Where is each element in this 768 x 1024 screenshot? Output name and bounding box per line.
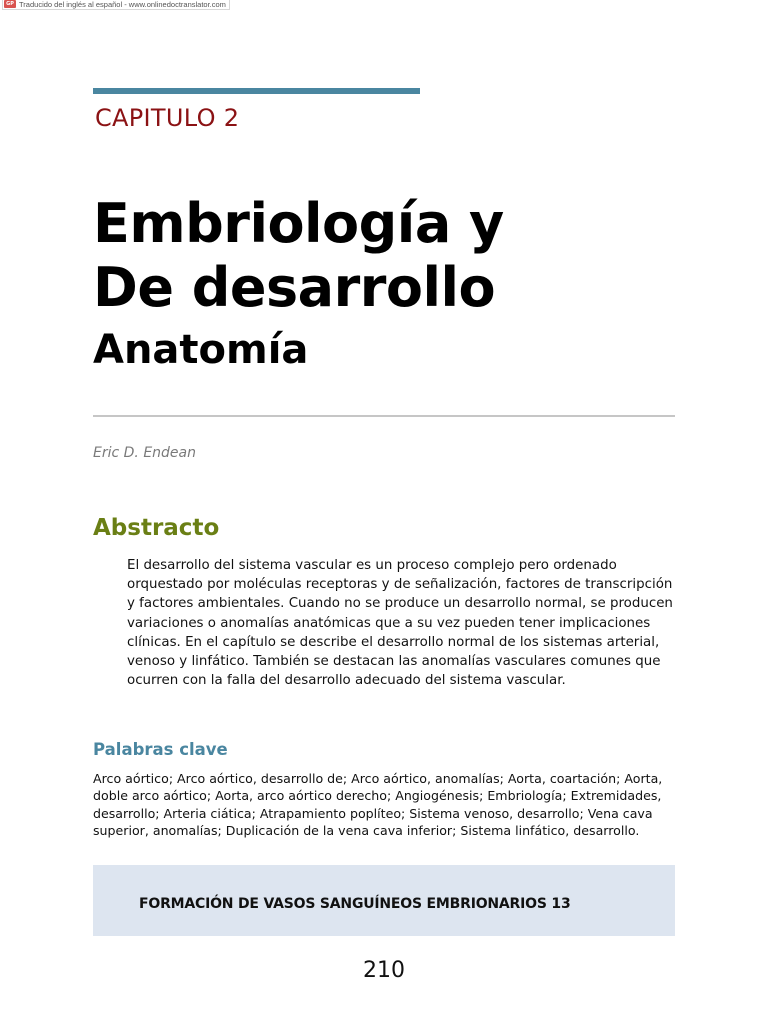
page-number: 210: [363, 958, 405, 983]
abstract-text: El desarrollo del sistema vascular es un proceso complejo pero ordenado orquestado por moléculas receptoras y de señalización, factores de transcripción y factores ambientales. Cuando no se produce un desarrollo normal, se producen variaciones o anomalías anatómicas que a su vez pueden tener implicaciones clínicas. En el capítulo se describe el desarrollo normal de los sistemas arterial, venoso y linfático. También se destacan las anomalías vasculares comunes que ocurren con la falla del desarrollo adecuado del sistema vascular.: [127, 558, 673, 689]
title-divider: [93, 415, 675, 417]
chapter-title-line-2: De desarrollo: [93, 256, 496, 319]
chapter-title: [93, 192, 693, 382]
chapter-title-line-3: Anatomía: [93, 327, 309, 373]
translator-link[interactable]: Traducido del inglés al español - www.onlinedoctranslator.com: [19, 0, 226, 9]
chapter-accent-bar: [93, 88, 420, 94]
translator-banner[interactable]: [2, 0, 230, 10]
chapter-label: CAPITULO 2: [95, 104, 240, 132]
abstract-heading: Abstracto: [93, 515, 220, 541]
toc-entry[interactable]: FORMACIÓN DE VASOS SANGUÍNEOS EMBRIONARIOS 13: [139, 896, 571, 912]
translator-logo-icon: GP: [4, 0, 16, 8]
chapter-title-line-1: Embriología y: [93, 192, 504, 255]
toc-box: [93, 865, 675, 936]
keywords-heading: Palabras clave: [93, 740, 228, 759]
author-name: Eric D. Endean: [93, 445, 196, 461]
keywords-text: Arco aórtico; Arco aórtico, desarrollo de; Arco aórtico, anomalías; Aorta, coartación; Aorta, doble arco aórtico; Aorta, arco aórtico derecho; Angiogénesis; Embriología; Extremidades, desarrollo; Arteria ciática; Atrapamiento poplíteo; Sistema venoso, desarrollo; Vena cava superior, anomalías; Duplicación de la vena cava inferior; Sistema linfático, desarrollo.: [93, 771, 663, 839]
